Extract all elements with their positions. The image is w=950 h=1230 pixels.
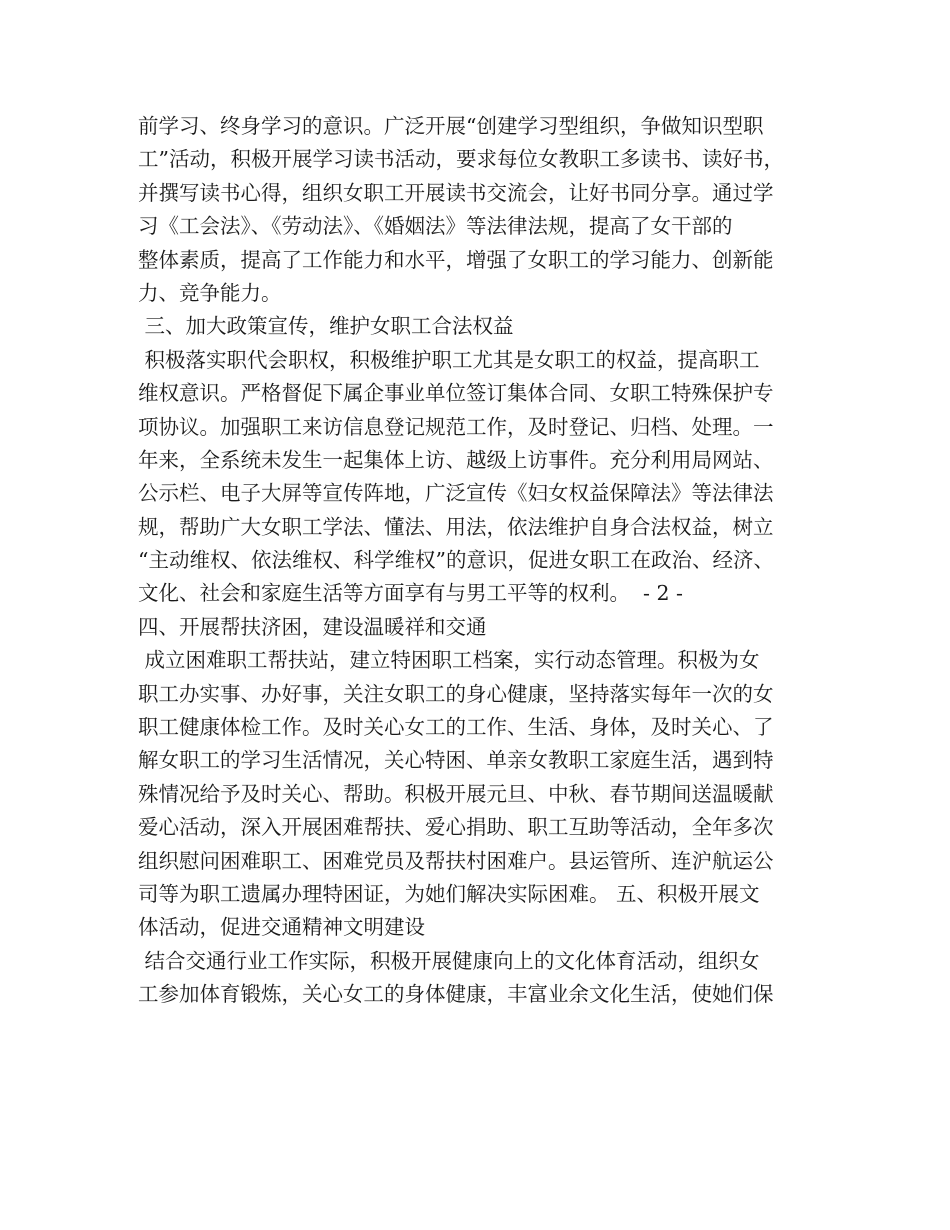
text-line: 职工办实事、办好事，关注女职工的身心健康，坚持落实每年一次的女 bbox=[138, 681, 774, 706]
text-line: 职工健康体检工作。及时关心女工的工作、生活、身体，及时关心、了 bbox=[138, 715, 774, 740]
text-line: 前学习、终身学习的意识。广泛开展“创建学习型组织，争做知识型职 bbox=[138, 114, 764, 138]
text-line: 殊情况给予及时关心、帮助。积极开展元旦、中秋、春节期间送温暖献 bbox=[138, 781, 774, 806]
text-line: 成立困难职工帮扶站，建立特困职工档案，实行动态管理。积极为女 bbox=[138, 648, 760, 673]
text-line-with-page-number: 文化、社会和家庭生活等方面享有与男工平等的权利。 - 2 - bbox=[138, 581, 683, 606]
text-line: 解女职工的学习生活情况，关心特困、单亲女教职工家庭生活，遇到特 bbox=[138, 748, 774, 773]
text-line: 并撰写读书心得，组织女职工开展读书交流会，让好书同分享。通过学 bbox=[138, 180, 774, 205]
text-line: 力、竞争能力。 bbox=[138, 280, 282, 305]
text-line: “主动维权、依法维权、科学维权”的意识，促进女职工在政治、经济、 bbox=[138, 548, 774, 573]
text-line: 维权意识。严格督促下属企事业单位签订集体合同、女职工特殊保护专 bbox=[138, 381, 774, 406]
text-line: 组织慰问困难职工、困难党员及帮扶村困难户。县运管所、连沪航运公 bbox=[138, 848, 774, 873]
text-line: 体活动，促进交通精神文明建设 bbox=[138, 915, 425, 940]
section-heading: 四、开展帮扶济困，建设温暖祥和交通 bbox=[138, 614, 487, 639]
text-line: 积极落实职代会职权，积极维护职工尤其是女职工的权益，提高职工 bbox=[138, 347, 760, 372]
text-line: 规，帮助广大女职工学法、懂法、用法，依法维护自身合法权益，树立 bbox=[138, 514, 774, 539]
section-heading: 三、加大政策宣传，维护女职工合法权益 bbox=[138, 314, 514, 339]
text-line: 习《工会法》、《劳动法》、《婚姻法》等法律法规，提高了女干部的 bbox=[138, 214, 733, 239]
text-line: 工”活动，积极开展学习读书活动，要求每位女教职工多读书、读好书， bbox=[138, 147, 784, 172]
text-line: 司等为职工遗属办理特困证，为她们解决实际困难。 五、积极开展文 bbox=[138, 881, 760, 906]
text-line: 公示栏、电子大屏等宣传阵地，广泛宣传《妇女权益保障法》等法律法 bbox=[138, 481, 774, 506]
text-line: 工参加体育锻炼，关心女工的身体健康，丰富业余文化生活，使她们保 bbox=[138, 982, 774, 1007]
document-body bbox=[138, 110, 828, 1012]
text-line: 爱心活动，深入开展困难帮扶、爱心捐助、职工互助等活动，全年多次 bbox=[138, 815, 774, 840]
text-line: 项协议。加强职工来访信息登记规范工作，及时登记、归档、处理。一 bbox=[138, 414, 774, 439]
text-line: 结合交通行业工作实际，积极开展健康向上的文化体育活动，组织女 bbox=[138, 948, 760, 973]
text-line: 年来，全系统未发生一起集体上访、越级上访事件。充分利用局网站、 bbox=[138, 447, 774, 472]
text-line: 整体素质，提高了工作能力和水平，增强了女职工的学习能力、创新能 bbox=[138, 247, 774, 272]
